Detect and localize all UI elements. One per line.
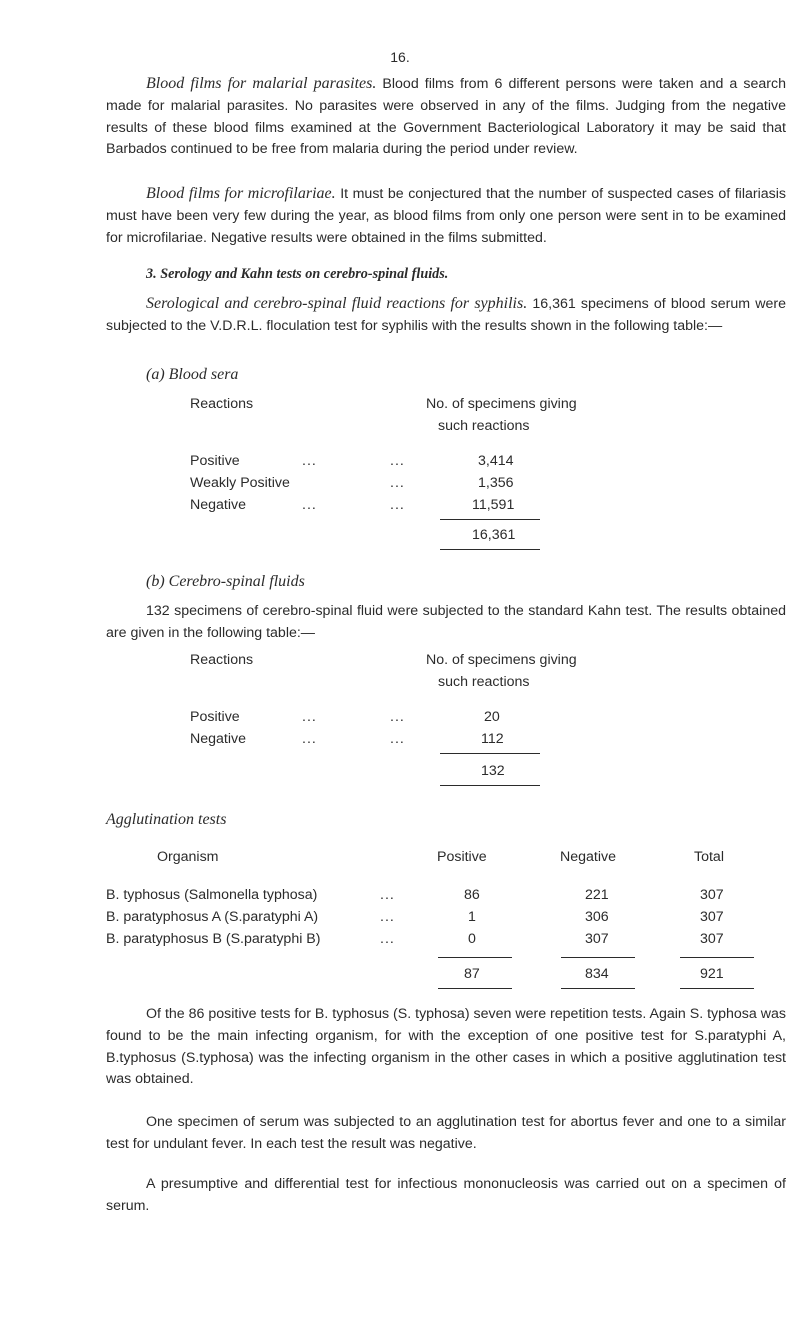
microfilariae-paragraph: [106, 183, 786, 249]
agglutination-total-negative: 834: [585, 966, 609, 982]
agglutination-row-3-total: 307: [700, 931, 724, 947]
agglutination-row-1-total: 307: [700, 887, 724, 903]
section-heading: 3. Serology and Kahn tests on cerebro-spinal fluids.: [146, 266, 449, 282]
agglutination-total-rule-bottom: [680, 988, 754, 989]
agglutination-row-2-dots: ...: [380, 909, 395, 925]
agglutination-row-2-total: 307: [700, 909, 724, 925]
agglutination-total-positive: 87: [464, 966, 480, 982]
csf-row-2-reaction: Negative: [190, 731, 246, 747]
csf-col-specimens-2: such reactions: [438, 674, 530, 690]
malarial-heading: Blood films for malarial parasites.: [146, 75, 377, 92]
blood-sera-row-3-dots2: ...: [390, 497, 405, 513]
agglutination-row-3-dots: ...: [380, 931, 395, 947]
csf-row-2-value: 112: [481, 731, 504, 747]
agglutination-col-total: Total: [694, 849, 724, 865]
blood-sera-col-specimens-2: such reactions: [438, 418, 530, 434]
csf-row-1-dots: ...: [302, 709, 317, 725]
agglutination-row-2-organism: B. paratyphosus A (S.paratyphi A): [106, 909, 319, 925]
blood-sera-row-1-value: 3,414: [478, 453, 514, 469]
microfilariae-text: It must be conjectured that the number of suspected cases of filariasis must have been very few during the year, as blood films from only one person were sent in to be examined for microfilariae. Negative results were obtained in the films submitted.: [106, 186, 786, 246]
csf-col-specimens-1: No. of specimens giving: [426, 652, 577, 668]
csf-total-rule-bottom: [440, 785, 540, 786]
blood-sera-total-rule-top: [440, 519, 540, 520]
csf-row-1-value: 20: [484, 709, 500, 725]
agglutination-positive-rule-top: [438, 957, 512, 958]
agglutination-col-negative: Negative: [560, 849, 616, 865]
page-number: 16.: [390, 49, 410, 65]
agglutination-row-3-organism: B. paratyphosus B (S.paratyphi B): [106, 931, 321, 947]
agglutination-row-3-positive: 0: [468, 931, 476, 947]
blood-sera-row-3-value: 11,591: [472, 497, 515, 513]
blood-sera-row-2-reaction: Weakly Positive: [190, 475, 290, 491]
malarial-paragraph: [106, 73, 786, 161]
blood-sera-row-3-dots: ...: [302, 497, 317, 513]
blood-sera-col-reactions: Reactions: [190, 396, 254, 412]
agglutination-row-1-positive: 86: [464, 887, 480, 903]
blood-sera-col-specimens-1: No. of specimens giving: [426, 396, 577, 412]
abortus-paragraph: One specimen of serum was subjected to an agglutination test for abortus fever and one to a similar test for undulant fever. In each test the result was negative.: [106, 1114, 786, 1152]
agglutination-col-positive: Positive: [437, 849, 487, 865]
csf-total: 132: [481, 763, 505, 779]
agglutination-row-2-positive: 1: [468, 909, 476, 925]
blood-sera-total-rule-bottom: [440, 549, 540, 550]
serological-text: 16,361 specimens of blood serum were subjected to the V.D.R.L. floculation test for syphilis with the results shown in the following table:—: [106, 296, 786, 334]
mononucleosis-paragraph: A presumptive and differential test for infectious mononucleosis was carried out on a specimen of serum.: [106, 1176, 786, 1214]
agglutination-row-1-organism: B. typhosus (Salmonella typhosa): [106, 887, 318, 903]
agglutination-total-rule-top: [680, 957, 754, 958]
agglutination-positive-rule-bottom: [438, 988, 512, 989]
blood-sera-row-1-reaction: Positive: [190, 453, 240, 469]
agglutination-row-1-dots: ...: [380, 887, 395, 903]
csf-paragraph: 132 specimens of cerebro-spinal fluid were subjected to the standard Kahn test. The results obtained are given in the following table:—: [106, 603, 786, 641]
csf-row-1-reaction: Positive: [190, 709, 240, 725]
agglutination-heading: Agglutination tests: [106, 811, 227, 828]
blood-sera-row-3-reaction: Negative: [190, 497, 246, 513]
blood-sera-row-2-dots2: ...: [390, 475, 405, 491]
repetition-paragraph: Of the 86 positive tests for B. typhosus (S. typhosa) seven were repetition tests. Again S. typhosa was found to be the main infecting organism, for with the exception of one positive test for S.paratyphi A, B.typhosus (S.typhosa) was the infecting organism in the other cases in which a positive agglutination test was obtained.: [106, 1006, 786, 1088]
csf-total-rule-top: [440, 753, 540, 754]
agglutination-col-organism: Organism: [157, 849, 219, 865]
agglutination-negative-rule-top: [561, 957, 635, 958]
csf-row-1-dots2: ...: [390, 709, 405, 725]
agglutination-row-2-negative: 306: [585, 909, 609, 925]
blood-sera-row-1-dots: ...: [302, 453, 317, 469]
csf-col-reactions: Reactions: [190, 652, 254, 668]
csf-row-2-dots: ...: [302, 731, 317, 747]
serological-paragraph: [106, 293, 786, 338]
microfilariae-heading: Blood films for microfilariae.: [146, 185, 336, 202]
agglutination-negative-rule-bottom: [561, 988, 635, 989]
agglutination-row-1-negative: 221: [585, 887, 609, 903]
malarial-text: Blood films from 6 different persons were taken and a search made for malarial parasites. No parasites were observed in any of the films. Judging from the negative results of these blood films examined at the Government Bacteriological Laboratory it may be said that Barbados continued to be free from malaria during the period under review.: [106, 76, 786, 158]
agglutination-total-total: 921: [700, 966, 724, 982]
agglutination-row-3-negative: 307: [585, 931, 609, 947]
serological-heading: Serological and cerebro-spinal fluid reactions for syphilis.: [146, 295, 528, 312]
csf-label: (b) Cerebro-spinal fluids: [146, 573, 305, 590]
blood-sera-row-2-value: 1,356: [478, 475, 514, 491]
csf-row-2-dots2: ...: [390, 731, 405, 747]
blood-sera-row-1-dots2: ...: [390, 453, 405, 469]
blood-sera-total: 16,361: [472, 527, 516, 543]
blood-sera-label: (a) Blood sera: [146, 366, 239, 383]
